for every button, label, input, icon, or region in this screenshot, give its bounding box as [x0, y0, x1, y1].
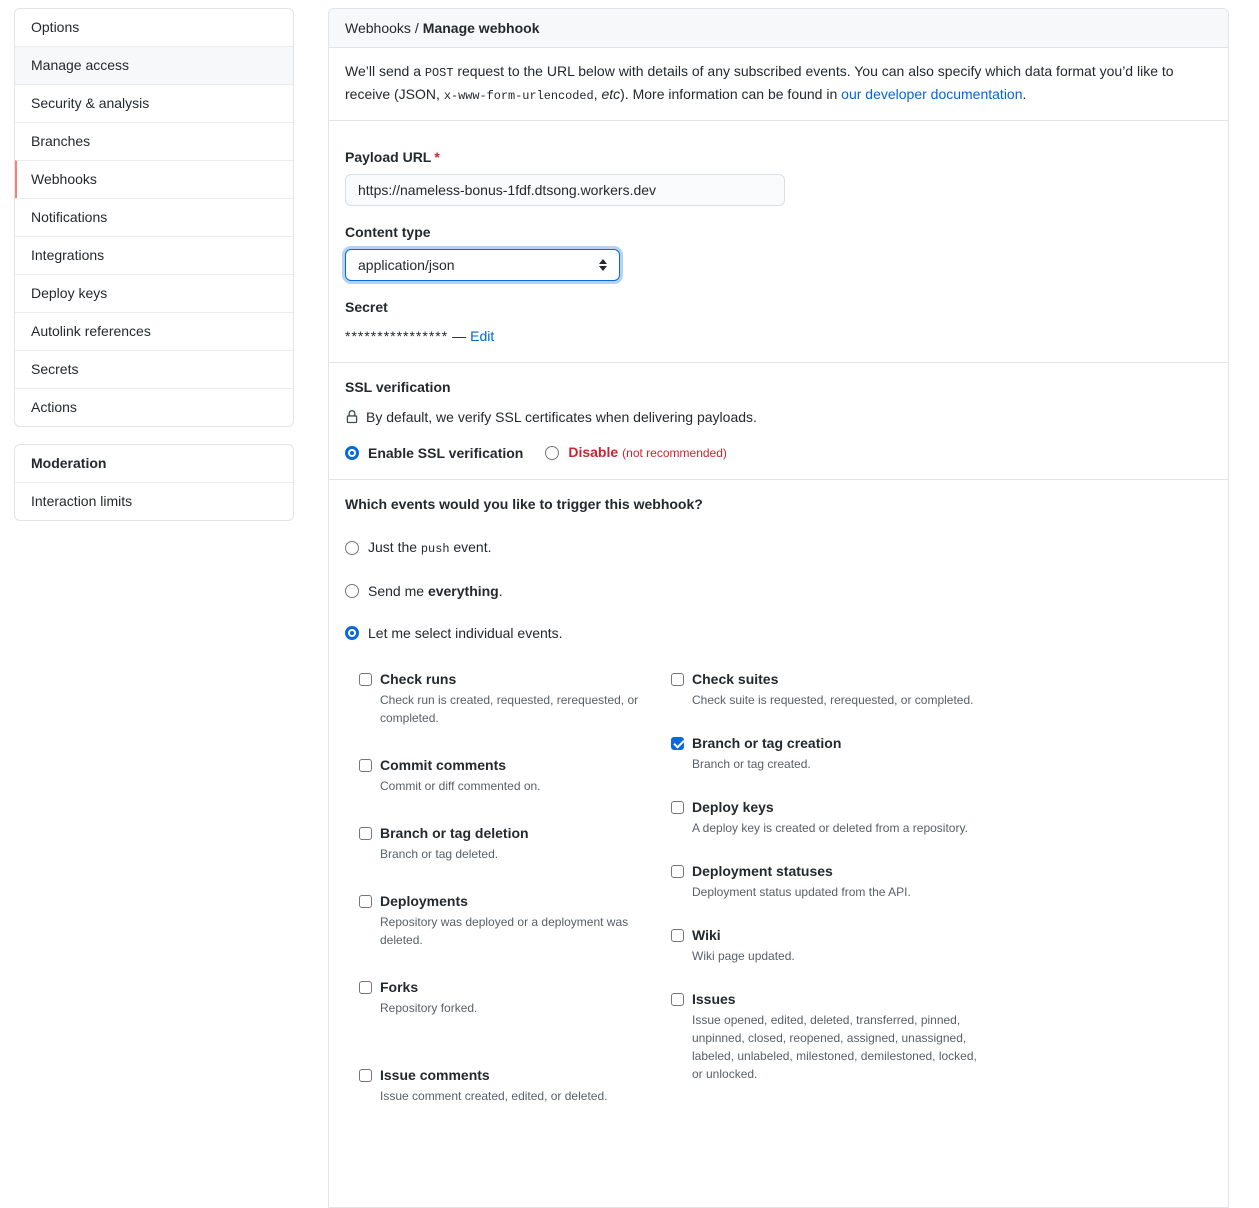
not-recommended-note: (not recommended) — [622, 446, 727, 460]
event-description: Wiki page updated. — [692, 949, 795, 963]
sidebar-item-label: Deploy keys — [31, 285, 108, 301]
event-item — [359, 755, 671, 795]
event-name: Deploy keys — [692, 799, 774, 815]
radio-label: . — [498, 583, 503, 599]
radio-label: Just the — [368, 539, 421, 555]
secret-edit-link[interactable]: Edit — [470, 328, 495, 344]
sidebar-item-secrets[interactable] — [15, 350, 293, 388]
radio-icon[interactable] — [345, 584, 359, 598]
push-code: push — [420, 542, 450, 556]
event-checkbox-grid — [359, 669, 1212, 1133]
event-column-left — [359, 669, 671, 1133]
checkbox-icon[interactable] — [671, 929, 684, 942]
event-name: Wiki — [692, 927, 721, 943]
radio-icon[interactable] — [345, 626, 359, 640]
content-type-select[interactable] — [345, 249, 620, 281]
sidebar-item-label: Secrets — [31, 361, 79, 377]
event-item — [359, 891, 671, 949]
radio-label: Let me select individual events. — [368, 625, 563, 641]
intro-text: . — [1022, 86, 1027, 102]
page-title: Manage webhook — [422, 20, 540, 36]
checkbox-icon[interactable] — [359, 981, 372, 994]
post-code: POST — [424, 66, 454, 80]
lock-icon — [345, 410, 359, 424]
events-section-title: Which events would you like to trigger this webhook? — [345, 496, 703, 512]
event-checkbox-deployments[interactable] — [359, 891, 671, 911]
events-radio-group — [345, 537, 1212, 643]
sidebar-group-moderation — [15, 445, 293, 482]
payload-url-label — [345, 147, 1212, 167]
checkbox-icon[interactable] — [671, 673, 684, 686]
sidebar-item-label: Notifications — [31, 209, 108, 225]
event-description: Issue comment created, edited, or deleted. — [380, 1089, 608, 1103]
event-checkbox-check-runs[interactable] — [359, 669, 671, 689]
ssl-section-title: SSL verification — [345, 379, 451, 395]
checkbox-icon[interactable] — [671, 865, 684, 878]
settings-nav-box — [14, 8, 294, 427]
required-asterisk: * — [434, 149, 440, 165]
ssl-note — [345, 407, 1212, 427]
sidebar-item-integrations[interactable] — [15, 236, 293, 274]
event-checkbox-branch-tag-deletion[interactable] — [359, 823, 671, 843]
enable-ssl-radio[interactable] — [345, 443, 523, 463]
event-column-right — [671, 669, 983, 1133]
event-name: Issues — [692, 991, 736, 1007]
secret-value-row — [345, 326, 1212, 346]
event-name: Issue comments — [380, 1067, 490, 1083]
radio-label-bold: everything — [427, 583, 499, 599]
secret-separator: — — [452, 328, 467, 344]
event-description: Check suite is requested, rerequested, or completed. — [692, 693, 974, 707]
secret-masked-value: **************** — [345, 328, 449, 344]
ssl-note-text: By default, we verify SSL certificates when delivering payloads. — [366, 409, 757, 425]
event-item — [359, 977, 671, 1017]
event-item — [359, 1065, 671, 1105]
event-checkbox-branch-tag-creation[interactable] — [671, 733, 983, 753]
sidebar-item-options[interactable] — [15, 9, 293, 46]
sidebar-item-manage-access[interactable] — [15, 46, 293, 84]
developer-documentation-link[interactable]: our developer documentation — [841, 86, 1023, 102]
ssl-verification-section — [329, 362, 1228, 479]
intro-text: We’ll send a — [345, 63, 425, 79]
event-description: Branch or tag created. — [692, 757, 811, 771]
event-item — [671, 733, 983, 773]
event-description: Commit or diff commented on. — [380, 779, 541, 793]
event-item — [671, 797, 983, 837]
radio-icon[interactable] — [345, 446, 359, 460]
sidebar-item-branches[interactable] — [15, 122, 293, 160]
event-checkbox-deploy-keys[interactable] — [671, 797, 983, 817]
event-item — [671, 989, 983, 1083]
just-push-radio[interactable] — [345, 537, 1212, 559]
content-type-label: Content type — [345, 224, 431, 240]
send-everything-radio[interactable] — [345, 581, 1212, 601]
payload-url-input[interactable] — [345, 174, 785, 206]
intro-etc: etc — [601, 86, 621, 102]
event-checkbox-wiki[interactable] — [671, 925, 983, 945]
sidebar-item-security-analysis[interactable] — [15, 84, 293, 122]
event-item — [671, 861, 983, 901]
sidebar-item-label: Branches — [31, 133, 91, 149]
sidebar-item-autolink-references[interactable] — [15, 312, 293, 350]
sidebar-item-actions[interactable] — [15, 388, 293, 426]
checkbox-icon[interactable] — [359, 1069, 372, 1082]
intro-text: request to the URL below with details of any subscribed events. You can also specify which data format you’d like to receive (JSON, — [345, 63, 1174, 102]
manage-webhook-panel — [328, 8, 1229, 1208]
event-description: A deploy key is created or deleted from a repository. — [692, 821, 968, 835]
event-description: Branch or tag deleted. — [380, 847, 499, 861]
event-description: Issue opened, edited, deleted, transferred, pinned, unpinned, closed, reopened, assigned, unassigned, labeled, unlabeled, milestoned, demilestoned, locked, or unlocked. — [692, 1013, 977, 1081]
disable-ssl-label: Disable — [568, 444, 619, 460]
urlencoded-code: x-www-form-urlencoded — [443, 89, 594, 103]
event-description: Check run is created, requested, rerequested, or completed. — [380, 693, 639, 725]
sidebar-group-label: Moderation — [31, 455, 107, 471]
label-text: Payload URL — [345, 149, 432, 165]
event-name: Deployments — [380, 893, 468, 909]
event-item — [671, 925, 983, 965]
select-individual-radio[interactable] — [345, 623, 1212, 643]
event-item — [359, 823, 671, 863]
event-checkbox-forks[interactable] — [359, 977, 671, 997]
event-name: Forks — [380, 979, 419, 995]
event-checkbox-deployment-statuses[interactable] — [671, 861, 983, 881]
disable-ssl-radio[interactable] — [545, 442, 727, 463]
radio-icon[interactable] — [345, 541, 359, 555]
checkbox-icon[interactable] — [359, 759, 372, 772]
checkbox-icon[interactable] — [359, 895, 372, 908]
event-checkbox-issues[interactable] — [671, 989, 983, 1009]
checkbox-icon[interactable] — [671, 993, 684, 1006]
event-name: Check runs — [380, 671, 457, 687]
settings-sidebar — [14, 8, 294, 521]
radio-label: event. — [449, 539, 492, 555]
enable-ssl-label: Enable SSL verification — [368, 444, 524, 461]
event-checkbox-issue-comments[interactable] — [359, 1065, 671, 1085]
breadcrumb — [329, 9, 1228, 48]
ssl-radio-group — [345, 442, 1212, 463]
sidebar-item-label: Integrations — [31, 247, 105, 263]
radio-label: Send me — [368, 583, 428, 599]
event-description: Deployment status updated from the API. — [692, 885, 911, 899]
checkbox-icon[interactable] — [671, 737, 684, 750]
checkbox-icon[interactable] — [359, 827, 372, 840]
event-name: Check suites — [692, 671, 779, 687]
event-checkbox-check-suites[interactable] — [671, 669, 983, 689]
sidebar-item-label: Manage access — [31, 57, 130, 73]
sidebar-item-label: Webhooks — [31, 171, 97, 187]
sidebar-item-label: Interaction limits — [31, 493, 133, 509]
sidebar-item-webhooks[interactable] — [15, 160, 293, 198]
intro-text: , — [593, 86, 602, 102]
sidebar-item-deploy-keys[interactable] — [15, 274, 293, 312]
event-name: Commit comments — [380, 757, 507, 773]
sidebar-item-interaction-limits[interactable] — [15, 482, 293, 520]
webhook-intro-text — [329, 48, 1228, 121]
secret-label: Secret — [345, 299, 388, 315]
sidebar-item-label: Autolink references — [31, 323, 151, 339]
event-item — [671, 669, 983, 709]
event-checkbox-commit-comments[interactable] — [359, 755, 671, 775]
sidebar-item-label: Security & analysis — [31, 95, 150, 111]
sidebar-item-label: Actions — [31, 399, 77, 415]
radio-icon[interactable] — [545, 446, 559, 460]
select-caret-icon — [599, 259, 607, 271]
events-section — [329, 479, 1228, 1149]
webhook-form — [329, 121, 1228, 362]
intro-text: ). More information can be found in — [620, 86, 842, 102]
checkbox-icon[interactable] — [359, 673, 372, 686]
breadcrumb-webhooks-link[interactable]: Webhooks — [345, 20, 411, 36]
checkbox-icon[interactable] — [671, 801, 684, 814]
event-name: Branch or tag deletion — [380, 825, 529, 841]
sidebar-item-notifications[interactable] — [15, 198, 293, 236]
event-description: Repository forked. — [380, 1001, 478, 1015]
event-description: Repository was deployed or a deployment was deleted. — [380, 915, 629, 947]
sidebar-item-label: Options — [31, 19, 80, 35]
event-item — [359, 669, 671, 727]
breadcrumb-separator: / — [414, 20, 419, 36]
content-type-selected-value: application/json — [358, 257, 455, 273]
moderation-nav-box — [14, 444, 294, 521]
event-name: Branch or tag creation — [692, 735, 842, 751]
event-name: Deployment statuses — [692, 863, 833, 879]
